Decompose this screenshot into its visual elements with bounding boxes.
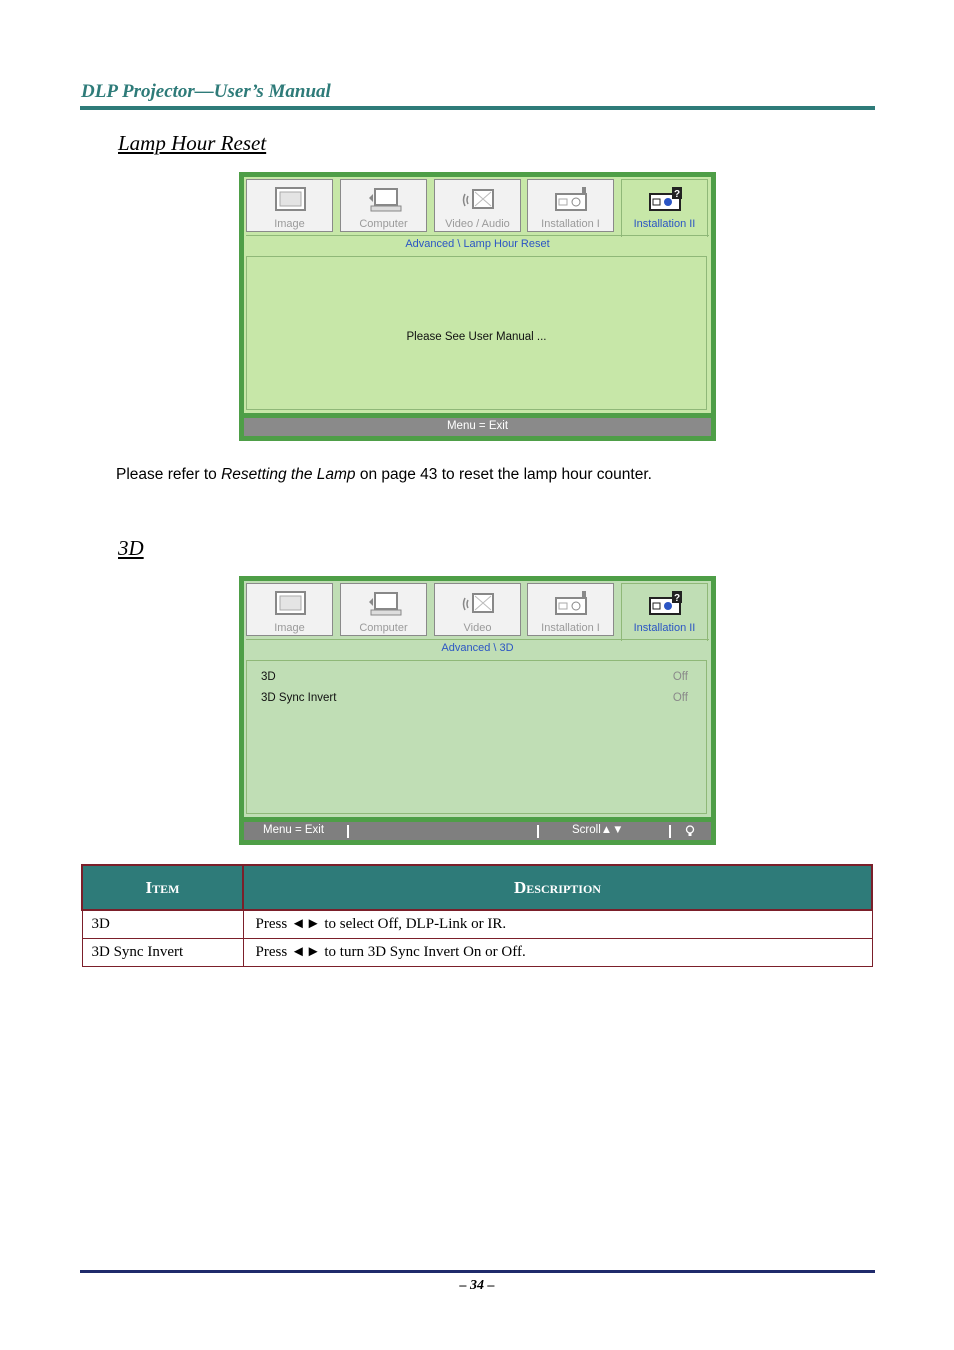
- scroll-label: Scroll: [572, 824, 601, 836]
- menu-value-3d: Off: [672, 671, 688, 683]
- osd-footer: [244, 418, 711, 436]
- section-title-lamp-hour-reset: Lamp Hour Reset: [118, 131, 267, 155]
- video-audio-icon: [461, 186, 496, 214]
- divider: [246, 639, 709, 640]
- menu-value-3d-sync-invert: Off: [672, 692, 688, 704]
- osd-lamp-hour-reset: [239, 172, 716, 441]
- lamp-reset-paragraph: [116, 466, 652, 484]
- item-cell: 3D: [82, 910, 243, 939]
- tab-label: Image: [274, 622, 305, 634]
- table-header-row: [82, 865, 872, 910]
- tab-label: Video / Audio: [445, 218, 510, 230]
- lightbulb-icon: [685, 825, 695, 837]
- footer-separator: [347, 825, 349, 838]
- tab-label: Image: [274, 218, 305, 230]
- tab-label: Installation I: [541, 218, 600, 230]
- tab-computer[interactable]: [340, 179, 427, 232]
- osd-panel: [244, 177, 711, 413]
- projector-help-icon: [648, 590, 683, 618]
- footer-separator: [537, 825, 539, 838]
- column-header-description: Description: [243, 865, 872, 910]
- table-row: [82, 910, 872, 939]
- item-cell: 3D Sync Invert: [82, 939, 243, 967]
- computer-icon: [367, 186, 402, 214]
- para-text-after: on page 43 to reset the lamp hour counter.: [355, 466, 652, 483]
- tab-video[interactable]: [434, 583, 521, 636]
- table-row: [82, 939, 872, 967]
- scroll-hint: [572, 824, 624, 836]
- tab-label: Installation I: [541, 622, 600, 634]
- divider: [246, 235, 709, 236]
- tab-installation-2[interactable]: [621, 179, 708, 237]
- svg-text:?: ?: [674, 593, 681, 604]
- osd-3d: [239, 576, 716, 845]
- osd-breadcrumb: Advanced \ 3D: [441, 642, 514, 654]
- resetting-the-lamp-reference: Resetting the Lamp: [221, 466, 356, 483]
- menu-exit-hint: Menu = Exit: [263, 824, 325, 836]
- menu-exit-hint: Menu = Exit: [446, 420, 509, 432]
- section-title-3d: 3D: [118, 536, 144, 560]
- tab-label: Installation II: [633, 218, 696, 230]
- projector-help-icon: [648, 186, 683, 214]
- manual-title: DLP Projector—User’s Manual: [81, 81, 331, 102]
- footer-rule: [80, 1270, 875, 1273]
- tab-computer[interactable]: [340, 583, 427, 636]
- image-icon: [273, 186, 308, 214]
- image-icon: [273, 590, 308, 618]
- tab-label: Installation II: [633, 622, 696, 634]
- menu-item-3d-sync-invert[interactable]: 3D Sync Invert: [261, 692, 337, 704]
- tab-label: Computer: [359, 622, 408, 634]
- tab-installation-1[interactable]: [527, 179, 614, 232]
- tab-label: Video: [463, 622, 492, 634]
- header-rule: [80, 106, 875, 110]
- tab-installation-2[interactable]: [621, 583, 708, 641]
- tab-video-audio[interactable]: [434, 179, 521, 232]
- item-description-table: [81, 864, 873, 967]
- osd-footer: [244, 822, 711, 840]
- tab-label: Computer: [359, 218, 408, 230]
- osd-content: [246, 660, 707, 814]
- para-text-before: Please refer to: [116, 466, 222, 483]
- scroll-arrows-icon: ▲▼: [600, 824, 624, 836]
- tab-image[interactable]: [246, 583, 333, 636]
- description-cell: Press ◄► to turn 3D Sync Invert On or Off.: [243, 939, 872, 967]
- video-icon: [461, 590, 496, 618]
- projector-icon: [554, 590, 589, 618]
- svg-text:?: ?: [674, 189, 681, 200]
- tab-image[interactable]: [246, 179, 333, 232]
- osd-panel: [244, 581, 711, 817]
- menu-item-3d[interactable]: 3D: [261, 671, 276, 683]
- description-cell: Press ◄► to select Off, DLP-Link or IR.: [243, 910, 872, 939]
- page-number: – 34 –: [459, 1278, 495, 1293]
- osd-breadcrumb: Advanced \ Lamp Hour Reset: [405, 238, 550, 250]
- computer-icon: [367, 590, 402, 618]
- osd-message: Please See User Manual ...: [406, 331, 547, 343]
- tab-installation-1[interactable]: [527, 583, 614, 636]
- footer-separator: [669, 825, 671, 838]
- column-header-item: Item: [82, 865, 243, 910]
- projector-icon: [554, 186, 589, 214]
- osd-content: [246, 256, 707, 410]
